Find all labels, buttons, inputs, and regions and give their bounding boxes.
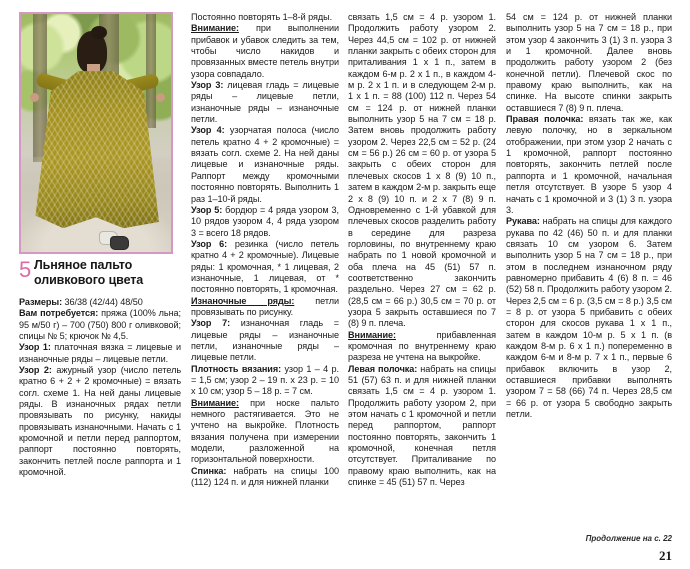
paragraph: Внимание: прибавленная кромочная по внутреннему краю разреза не учтена на выкройке. xyxy=(348,329,496,363)
paragraph-lead: Узор 6: xyxy=(191,238,228,249)
paragraph-lead: Узор 1: xyxy=(19,342,51,353)
paragraph: Размеры: 36/38 (42/44) 48/50 xyxy=(19,297,143,307)
paragraph-lead: Внимание: xyxy=(191,397,239,408)
paragraph-lead: Спинка: xyxy=(191,465,227,476)
paragraph-lead: Узор 5: xyxy=(191,204,223,215)
photo-inner xyxy=(21,14,171,252)
paragraph-lead: Изнаночные ряды: xyxy=(191,295,295,306)
paragraph: Внимание: при выполнении прибавок и убавок следить за тем, чтобы число накидов и провязанных вместе петель внутри узора совпадало. xyxy=(191,23,339,79)
article-title-line1: Льняное пальто xyxy=(34,258,133,272)
paragraph: Узор 3: лицевая гладь = лицевые ряды – лицевые петли, изнаночные ряды – изнаночные петли. xyxy=(191,80,339,125)
paragraph-lead: Размеры: xyxy=(19,297,63,307)
paragraph-lead: Узор 4: xyxy=(191,125,225,136)
text-column-4 xyxy=(506,12,672,420)
photo-olive-linen-coat xyxy=(33,71,159,228)
paragraph: Узор 4: узорчатая полоса (число петель кратно 4 + 2 кромочные) = вязать согл. схеме 2. На ней даны лицевые и изнаночные ряды. Раппорт между кромочными постоянно повторять. Выполнить 1 раз 1–10-й ряды. xyxy=(191,125,339,204)
paragraph-lead: Правая полочка: xyxy=(506,114,584,125)
paragraph: Спинка: набрать на спицы 100 (112) 124 п. и для нижней планки xyxy=(191,465,339,488)
paragraph-lead: Узор 3: xyxy=(191,80,224,91)
article-number: 5 xyxy=(19,257,32,282)
paragraph: Левая полочка: набрать на спицы 51 (57) 63 п. и для нижней планки связать 1,5 см = 4 р. узором 1. Продолжить работу узором 2, при этом начать с 1 кромочной и петли перед раппортом, раппорт постоянно повторять, закончить 1 кромочной, конечная петля отсутствует. Приталивание по правому краю выполнить, как на спинке = 45 (51) 57 п. Через xyxy=(348,363,496,488)
article-photo xyxy=(19,12,173,254)
paragraph: Рукава: набрать на спицы для каждого рукава по 42 (46) 50 п. и для планки связать 10 см узором 6. Затем выполнить узор 5 на 7 см = 18 р., при этом в последнем изнаночном ряду равномерно прибавить 4 (6) 8 п. = 46 (52) 58 п. Продолжить работу узором 2. Через 2,5 см = 6 р. (3,5 см = 8 р.) 3,5 см = 8 р. от узора 5 прибавить с обеих сторон для скосов рукава 1 х 1 п., затем в каждом 10-м р. 5 х 1 п. (в каждом 8-м р. 6 х 1 п.) попеременно в каждом 6-м и 8-м р. 7 х 1 п., первые 6 прибавок включить в узор 2, оставшиеся прибавки выполнять узором 7 = 58 (66) 74 п. Через 28,5 см = 66 р. от узора 5 свободно закрыть петли. xyxy=(506,216,672,420)
paragraph-lead: Внимание: xyxy=(348,329,396,340)
photo-model-hand-right xyxy=(156,93,165,102)
paragraph-lead: Узор 2: xyxy=(19,365,52,376)
paragraph-lead: Левая полочка: xyxy=(348,363,418,374)
article-title-block xyxy=(19,258,181,287)
paragraph-lead: Вам потребуется: xyxy=(19,308,99,319)
paragraph: Узор 5: бордюр = 4 ряда узором 3, 10 рядов узором 4, 4 ряда узором 3 = всего 18 рядов. xyxy=(191,204,339,238)
text-column-3 xyxy=(348,12,496,488)
article-title-line2: оливкового цвета xyxy=(34,272,144,287)
paragraph: Правая полочка: вязать так же, как левую полочку, но в зеркальном отображении, при этом узор 2 начать с 1 кромочной, раппорт постоянно повторять, закончить петлей после раппорта и 1 кромочной, начальная петля отсутствует. В узоре 5 узор 4 начать с 1 кромочной и 3 (1) 3 п. узора 3. xyxy=(506,114,672,215)
paragraph: Вам потребуется: пряжа (100% льна; 95 м/50 г) – 700 (750) 800 г оливковой; спицы № 5; крючок № 4,5. xyxy=(19,308,181,342)
paragraph-lead: Внимание: xyxy=(191,23,239,34)
paragraph: 54 см = 124 р. от нижней планки выполнить узор 5 на 7 см = 18 р., при этом узор 4 закончить 3 (1) 3 п. узора 3 и 1 кромочной. Далее вновь продолжить работу узором 2 (без конечной петли). Плечевой скос по правому краю выполнить, как на спинке. На высоте спинки закрыть оставшиеся 7 (8) 9 п. плеча. xyxy=(506,12,672,113)
photo-model-shoe xyxy=(110,236,129,250)
paragraph-lead: Узор 7: xyxy=(191,318,231,329)
paragraph: Узор 2: ажурный узор (число петель кратно 6 + 2 + 2 кромочные) = вязать согл. схеме 1. На ней даны лицевые ряды. В изнаночных рядах петли провязывать по рисунку, накиды провязывать изнаночными. Начать с 1 кромочной и петли перед раппортом, раппорт постоянно повторять, закончить петлей после раппорта и 1 кромочной. xyxy=(19,365,181,478)
text-column-2 xyxy=(191,12,339,488)
photo-tree-trunk xyxy=(146,14,156,128)
paragraph: Узор 7: изнаночная гладь = лицевые ряды – изнаночные петли, изнаночные ряды – лицевые петли. xyxy=(191,318,339,363)
paragraph: Постоянно повторять 1–8-й ряды. xyxy=(191,12,333,22)
paragraph: Внимание: при носке пальто немного растягивается. Это не учтено на выкройке. Плотность вязания получена при измерении модели, разложенной на горизонтальной поверхности. xyxy=(191,397,339,465)
paragraph: Плотность вязания: узор 1 – 4 р. = 1,5 см; узор 2 – 19 п. х 23 р. = 10 х 10 см; узор 5 – 18 р. = 7 см. xyxy=(191,363,339,397)
continuation-note: Продолжение на с. 22 xyxy=(585,534,672,543)
paragraph-lead: Рукава: xyxy=(506,216,540,227)
paragraph: связать 1,5 см = 4 р. узором 1. Продолжить работу узором 2. Через 44,5 см = 102 р. от нижней планки закрыть с обеих сторон для приталивания 1 х 1 п., затем в каждом 6-м р. 2 х 1 п., в каждом 4-м р. 2 х 1 п. и в следующем 2-м р. 1 х 1 п. = 88 (100) 112 п. Через 54 см = 124 р. от нижней планки выполнить узор 5 на 7 см = 18 р. Затем вновь продолжить работу узором 2. Через 22,5 см = 52 р. (24 см = 56 р.) 26 см = 60 р. от узора 5 закрыть с обеих сторон для плечевых скосов 1 х 8 (9) 10 п., затем в каждом 2-м р. закрыть еще 2 х 8 (9) 10 п. и 2 х 7 (8) 9 п. Одновременно с 1-й убавкой для плечевых скосов разделить работу в середине для разреза горловины, по внутреннему краю набрать по 1 новой кромочной и оба плеча на 45 (51) 57 п. соответственно закончить раздельно. Через 27 см = 62 р. (28,5 см = 66 р.) 30,5 см = 70 р. от узора 5 закрыть оставшиеся по 7 (8) 9 п. плеча. xyxy=(348,12,496,329)
photo-model-hand-left xyxy=(30,93,39,102)
page-title xyxy=(34,258,181,287)
paragraph: Изнаночные ряды: петли провязывать по рисунку. xyxy=(191,295,339,317)
text-column-1 xyxy=(19,297,181,479)
photo-model-hair-bun xyxy=(91,26,107,39)
paragraph-lead: Плотность вязания: xyxy=(191,363,282,374)
page-number: 21 xyxy=(659,548,672,563)
paragraph: Узор 6: резинка (число петель кратно 4 + 2 кромочные). Лицевые ряды: 1 кромочная, * 1 лицевая, 2 изнаночные, 1 лицевая, от * постоянно повторять, 1 кромочная. xyxy=(191,238,339,295)
paragraph: Узор 1: платочная вязка = лицевые и изнаночные ряды – лицевые петли. xyxy=(19,342,181,364)
